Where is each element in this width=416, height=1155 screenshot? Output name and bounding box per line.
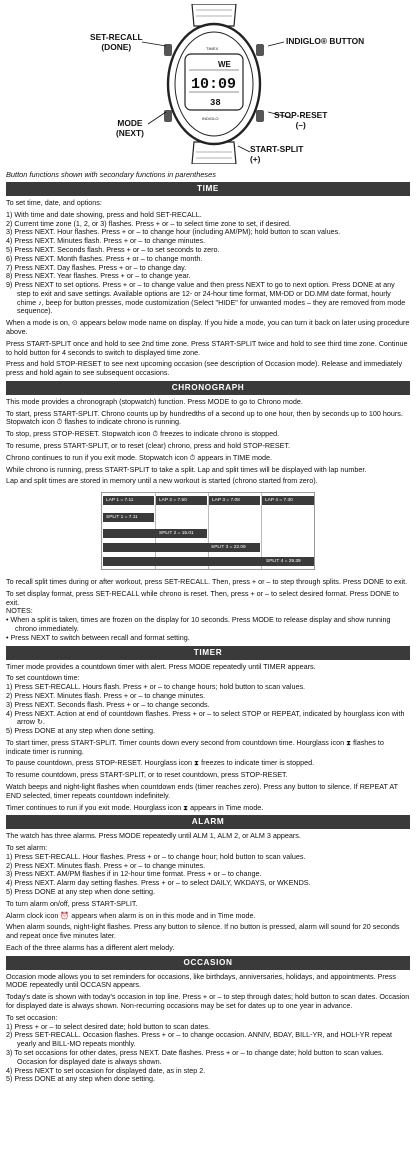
list-item: 3) Press NEXT. Seconds flash. Press + or – to change seconds. [6,699,210,709]
split-2-bar: SPLIT 2 = 15.01 [103,529,207,538]
paragraph: To resume, press START-SPLIT, or to reset (clear) chrono, press and hold STOP-RESET. [6,441,291,450]
paragraph: To start, press START-SPLIT. Chrono counts up by hundredths of a second up to one hour, then by seconds up to 100 hours. Stopwatch icon ⏱ flashes to indicate chrono is running. [6,408,403,427]
alarm-steps [6,853,410,897]
list-item: 5) Press DONE at any step when done setting. [6,726,156,736]
stop-reset-callout: STOP-RESET (–) [274,110,328,131]
section-title-occasion: OCCASION [6,956,410,970]
split-4-bar: SPLIT 4 = 29.39 [103,557,314,566]
paragraph: To pause countdown, press STOP-RESET. Hourglass icon ⧗ freezes to indicate timer is stopped. [6,758,315,768]
list-item: 4) Press NEXT. Action at end of countdown flashes. Press + or – to select STOP or REPEAT, indicated by hourglass icon with arrow ↻. [6,708,405,727]
svg-text:INDIGLO: INDIGLO [202,116,219,121]
paragraph: Alarm clock icon ⏰ appears when alarm is on in this mode and in Time mode. [6,910,256,920]
paragraph: Timer mode provides a countdown timer with alert. Press MODE repeatedly until TIMER appears. [6,661,316,671]
time-steps [6,211,410,316]
paragraph: Each of the three alarms has a different alert melody. [6,942,175,952]
list-item: 1) With time and date showing, press and hold SET-RECALL. [6,209,202,219]
list-item: 1) Press SET-RECALL. Hours flash. Press + or – to change hours; hold button to scan values. [6,682,306,692]
list-item: 2) Press NEXT. Minutes flash. Press + or – to change minutes. [6,690,206,700]
paragraph: To recall split times during or after workout, press SET-RECALL. Then, press + or – to step through splits. Press DONE to exit. [6,577,408,587]
paragraph: Watch beeps and night-light flashes when countdown ends (timer reaches zero). Press any button to silence. If REPEAT AT END selected, timer repeats countdown indefinitely. [6,781,398,800]
list-item: 2) Press NEXT. Minutes flash. Press + or – to change minutes. [6,860,206,870]
paragraph: To resume countdown, press START-SPLIT, or to reset countdown, press STOP-RESET. [6,770,288,780]
watch-diagram [6,0,410,168]
paragraph: To stop, press STOP-RESET. Stopwatch icon ⏱ freezes to indicate chrono is stopped. [6,429,280,439]
timer-steps [6,683,410,736]
list-item: 3) Press NEXT. AM/PM flashes if in 12-hour time format. Press + or – to change. [6,869,262,879]
list-item: 3) Press NEXT. Hour flashes. Press + or – to change hour (including AM/PM); hold button to scan values. [6,227,341,237]
paragraph: When alarm sounds, night-light flashes. Press any button to silence. If no button is pressed, alarm will sound for 20 seconds and repeat once five minutes later. [6,922,400,941]
paragraph: To turn alarm on/off, press START-SPLIT. [6,898,138,908]
list-item: 1) Press + or – to select desired date; hold button to scan dates. [6,1021,210,1031]
notes-label: NOTES: [6,606,33,616]
list-item: • Press NEXT to switch between recall and format setting. [6,632,190,642]
paragraph: To start timer, press START-SPLIT. Timer counts down every second from countdown time. Hourglass icon ⧗ flashes to indicate timer is running. [6,737,384,756]
section-title-timer: TIMER [6,646,410,660]
section-title-alarm: ALARM [6,815,410,829]
list-item: 3) To set occasions for other dates, press NEXT. Date flashes. Press + or – to change date; hold button to scan values. Occasion for displayed date is always shown. [6,1047,384,1066]
notes-list [6,616,410,642]
list-item: 6) Press NEXT. Month flashes. Press + or – to change month. [6,253,203,263]
paragraph: The watch has three alarms. Press MODE repeatedly until ALM 1, ALM 2, or ALM 3 appears. [6,831,301,841]
start-split-callout: START-SPLIT (+) [250,144,304,165]
list-item: 8) Press NEXT. Year flashes. Press + or – to change year. [6,271,191,281]
list-item: 1) Press SET-RECALL. Hour flashes. Press + or – to change hour; hold button to scan values. [6,851,306,861]
paragraph: While chrono is running, press START-SPLIT to take a split. Lap and split times will be displayed with lap number. [6,464,367,474]
paragraph: Press START-SPLIT once and hold to see 2nd time zone. Press START-SPLIT twice and hold to see third time zone. Continue to hold button for 4 seconds to switch to displayed time zone. [6,338,408,357]
list-item: • When a split is taken, times are frozen on the display for 10 seconds. Press MODE to release display and show running chrono immediately. [6,615,391,634]
occasion-steps [6,1023,410,1084]
paragraph: To set display format, press SET-RECALL while chrono is reset. Then, press + or – to select desired format. Press DONE to exit. [6,588,399,607]
paragraph: Today's date is shown with today's occasion in top line. Press + or – to step through dates; hold button to scan dates. Occasion for displayed date is always shown. Non-recurring occasions may be set for dates up to one year in advance. [6,992,410,1011]
timer-intro: To set countdown time: [6,673,80,683]
list-item: 7) Press NEXT. Day flashes. Press + or – to change day. [6,262,187,272]
split-3-bar: SPLIT 3 = 22.09 [103,543,260,552]
occasion-intro: To set occasion: [6,1012,58,1022]
paragraph: This mode provides a chronograph (stopwatch) function. Press MODE to go to Chrono mode. [6,396,303,406]
split-1-bar: SPLIT 1 = 7.11 [103,513,154,522]
lap-1-bar: LAP 1 = 7.11 [103,496,154,505]
list-item: 5) Press DONE at any step when done setting. [6,887,156,896]
svg-text:TIMEX: TIMEX [206,46,219,51]
mode-callout: MODE (NEXT) [116,118,144,139]
list-item: 2) Press SET-RECALL. Occasion flashes. Press + or – to change occasion. ANNIV, BDAY, BILL-YR, and HOLI-YR repeat yearly and BILL-MO repeats monthly. [6,1030,392,1049]
diagram-caption: Button functions shown with secondary functions in parentheses [6,170,216,179]
lap-2-bar: LAP 2 = 7.50 [156,496,207,505]
paragraph: Occasion mode allows you to set reminders for occasions, like birthdays, anniversaries, holidays, and appointments. Press MODE repeatedly until OCCASN appears. [6,971,396,990]
watch-seconds: 38 [210,98,221,108]
alarm-intro: To set alarm: [6,843,48,853]
lap-4-bar: LAP 4 = 7.30 [262,496,314,505]
paragraph: Chrono continues to run if you exit mode. Stopwatch icon ⏱ appears in TIME mode. [6,452,272,462]
set-recall-callout: SET-RECALL (DONE) [90,32,143,53]
paragraph: When a mode is on, ⊙ appears below mode name on display. If you hide a mode, you can turn it back on later using procedure above. [6,318,410,336]
section-title-time: TIME [6,182,410,196]
watch-time: 10:09 [191,76,237,93]
list-item: 5) Press DONE at any step when done setting. [6,1074,156,1084]
time-intro: To set time, date, and options: [6,198,102,208]
section-title-chrono: CHRONOGRAPH [6,381,410,395]
paragraph: Timer continues to run if you exit mode. Hourglass icon ⧗ appears in Time mode. [6,802,264,812]
indiglo-callout: INDIGLO® BUTTON [286,36,365,46]
paragraph: Press and hold STOP-RESET to see next upcoming occasion (see description of Occasion mode). Release and immediately press and hold again to see subsequent occasions. [6,359,403,378]
lap-split-figure [101,492,315,570]
list-item: 4) Press NEXT. Minutes flash. Press + or – to change minutes. [6,236,206,246]
callout-lines [6,0,410,168]
list-item: 4) Press NEXT to set occasion for displayed date, as in step 2. [6,1065,206,1075]
lap-3-bar: LAP 3 = 7.08 [209,496,260,505]
list-item: 5) Press NEXT. Seconds flash. Press + or – to set seconds to zero. [6,244,220,254]
watch-day: WE [218,60,231,69]
list-item: 9) Press NEXT to set options. Press + or – to change value and then press NEXT to go to next option. Press DONE at any step to exit and save settings. Available options are 12- or 24-hour time format, MM-DD or DD.MM date format, hourly chime ♪, beep for button presses, mode customization (Select "HIDE" for unwanted modes – they are removed from mode sequence). [6,280,406,316]
paragraph: Lap and split times are stored in memory until a new workout is started (chrono started from zero). [6,476,318,486]
list-item: 2) Current time zone (1, 2, or 3) flashes. Press + or – to select time zone to set, if desired. [6,218,292,228]
list-item: 4) Press NEXT. Alarm day setting flashes. Press + or – to select DAILY, WKDAYS, or WKENDS. [6,878,311,888]
